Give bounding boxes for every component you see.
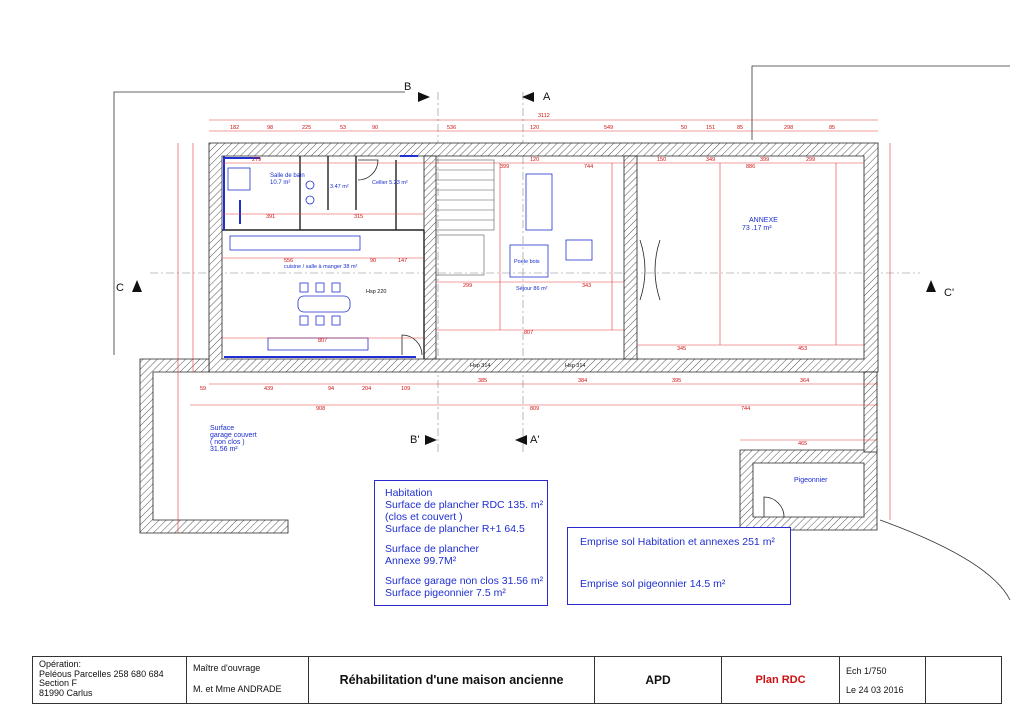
operation-line: Section F <box>39 678 78 688</box>
dim-top: 50 <box>681 125 688 131</box>
emprise-line: Emprise sol pigeonnier 14.5 m² <box>580 578 726 590</box>
habitation-line: Surface pigeonnier 7.5 m² <box>385 587 506 599</box>
habitation-line: Annexe 99.7M² <box>385 555 457 567</box>
dim-bottom: 109 <box>401 386 411 392</box>
marker-b-bottom: B' <box>410 434 420 446</box>
room-salle-de-bain-label: Salle de bain <box>270 173 305 179</box>
owner-label: Maître d'ouvrage <box>193 663 261 673</box>
room-labels <box>210 173 828 484</box>
dim-bottom: 385 <box>478 378 488 384</box>
dim-top: 98 <box>267 125 274 131</box>
phase-cell <box>595 657 722 703</box>
dim-556: 556 <box>284 258 294 264</box>
arrow-left-icon <box>515 435 527 445</box>
dim-807-a: 807 <box>318 338 328 344</box>
dim-90: 90 <box>370 258 377 264</box>
dim-inner: 399 <box>760 157 770 163</box>
dim-inner: 150 <box>657 157 667 163</box>
dim-top-total: 3112 <box>538 113 550 119</box>
operation-label: Opération: <box>39 659 82 669</box>
habitation-line: Surface de plancher R+1 64.5 <box>385 523 525 535</box>
arrow-up-icon <box>132 280 142 292</box>
hsp-314-b-label: Hsp 314 <box>565 363 586 369</box>
dim-bottom: 384 <box>578 378 588 384</box>
garage-label-2: garage couvert <box>210 432 257 439</box>
dim-345: 345 <box>677 346 687 352</box>
dim-top: 85 <box>829 125 836 131</box>
dim-top: 85 <box>737 125 744 131</box>
dim-inner: 349 <box>706 157 716 163</box>
poele-label: Poele bois <box>514 259 540 265</box>
project-title: Réhabilitation d'une maison ancienne <box>339 673 564 687</box>
room-cellier-label: Cellier 5.23 m² <box>372 180 408 186</box>
dim-total: 744 <box>741 406 751 412</box>
scale-label: Ech 1/750 <box>846 666 887 676</box>
room-wc-label: 3.47 m² <box>330 184 349 190</box>
dim-147: 147 <box>398 258 408 264</box>
dim-total: 809 <box>530 406 540 412</box>
title-block <box>32 656 1002 704</box>
hsp-314-a-label: Hsp 314 <box>470 363 491 369</box>
dim-top: 536 <box>447 125 457 131</box>
marker-a-top: A <box>543 91 551 103</box>
dim-bottom: 364 <box>800 378 810 384</box>
garage-label-1: Surface <box>210 425 235 432</box>
dim-top: 225 <box>302 125 312 131</box>
dim-total: 908 <box>316 406 326 412</box>
arrow-right-icon <box>418 92 430 102</box>
room-annexe-area: 73 .17 m² <box>742 225 772 232</box>
marker-b-top: B <box>404 81 412 93</box>
dim-top: 549 <box>604 125 614 131</box>
interior-walls <box>222 156 424 359</box>
dim-top: 298 <box>784 125 794 131</box>
habitation-line: Surface de plancher RDC 135. m² <box>385 499 544 511</box>
date-label: Le 24 03 2016 <box>846 685 904 695</box>
habitation-summary-box <box>374 480 548 606</box>
dim-453: 453 <box>798 346 808 352</box>
dim-bottom: 59 <box>200 386 207 392</box>
dim-bottom: 94 <box>328 386 335 392</box>
operation-line: 81990 Carlus <box>39 687 93 698</box>
dim-top: 182 <box>230 125 240 131</box>
habitation-line: (clos et couvert ) <box>385 511 463 523</box>
dim-343: 343 <box>582 283 592 289</box>
dim-inner: 744 <box>584 164 594 170</box>
phase-label: APD <box>645 673 671 687</box>
dim-inner: 886 <box>746 164 756 170</box>
garage-label-4: 31.56 m² <box>210 446 238 453</box>
room-cuisine-label: cuisine / salle à manger 38 m² <box>284 264 358 270</box>
emprise-line: Emprise sol Habitation et annexes 251 m² <box>580 536 775 548</box>
dim-bottom: 395 <box>672 378 682 384</box>
garage-label-3: ( non clos ) <box>210 439 245 446</box>
arrow-right-icon <box>425 435 437 445</box>
marker-c-right: C' <box>944 287 955 299</box>
staircase <box>436 160 494 275</box>
habitation-line: Habitation <box>385 487 433 499</box>
dim-bottom: 204 <box>362 386 372 392</box>
marker-a-bottom: A' <box>530 434 540 446</box>
dim-top: 90 <box>372 125 379 131</box>
dim-391: 391 <box>266 214 276 220</box>
room-sejour-label: Séjour 86 m² <box>516 286 548 292</box>
dim-465: 465 <box>798 441 808 447</box>
scale-date-cell <box>840 657 926 703</box>
dim-inner: 279 <box>252 157 262 163</box>
arrow-up-icon <box>926 280 936 292</box>
dim-299: 299 <box>463 283 473 289</box>
habitation-line: Surface garage non clos 31.56 m² <box>385 575 544 587</box>
insulation-lines <box>224 156 418 357</box>
marker-c-left: C <box>116 282 124 294</box>
dim-top: 151 <box>706 125 716 131</box>
sheet-cell <box>722 657 840 703</box>
project-title-cell <box>309 657 595 703</box>
dim-bottom: 439 <box>264 386 274 392</box>
room-salle-de-bain-area: 10.7 m² <box>270 180 291 186</box>
room-annexe-label: ANNEXE <box>749 217 778 224</box>
habitation-line: Surface de plancher <box>385 543 479 555</box>
emprise-summary-box <box>567 527 791 605</box>
owner-cell <box>187 657 309 703</box>
hsp-220-label: Hsp 220 <box>366 289 387 295</box>
owner-name: M. et Mme ANDRADE <box>193 684 282 694</box>
sheet-title: Plan RDC <box>755 674 806 686</box>
dim-315: 315 <box>354 214 364 220</box>
pigeonnier-label: Pigeonnier <box>794 477 828 484</box>
dim-inner: 120 <box>530 157 540 163</box>
operation-line: Peléous Parcelles 258 680 684 <box>39 668 164 679</box>
dim-399: 399 <box>500 164 510 170</box>
operation-cell <box>33 657 187 703</box>
arrow-left-icon <box>522 92 534 102</box>
dim-top: 53 <box>340 125 347 131</box>
dim-807-b: 807 <box>524 330 534 336</box>
dim-top: 120 <box>530 125 540 131</box>
empty-cell <box>926 657 1001 703</box>
dim-inner: 299 <box>806 157 816 163</box>
